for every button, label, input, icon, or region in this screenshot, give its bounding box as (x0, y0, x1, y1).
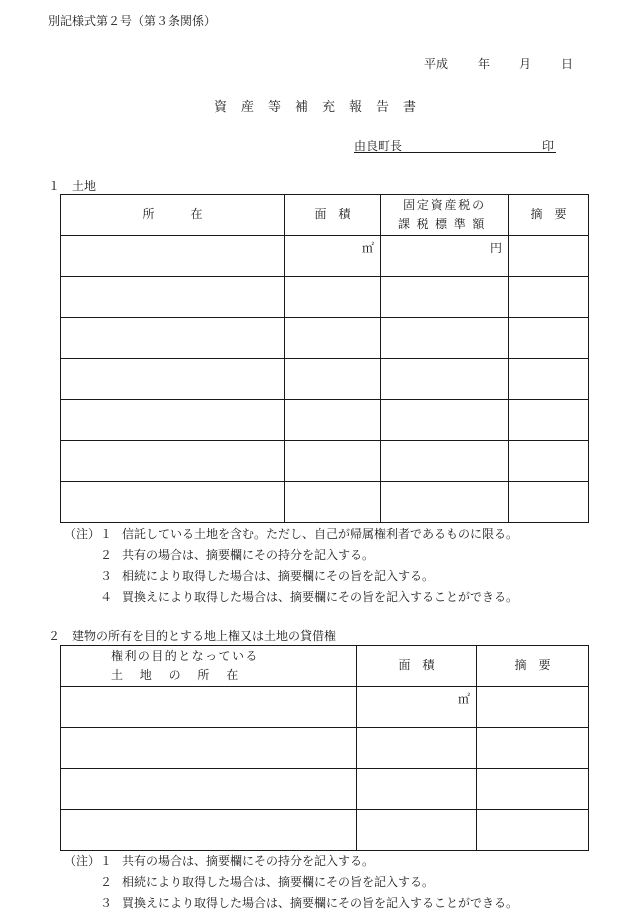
header-remarks: 摘 要 (509, 195, 589, 236)
section2-title: ２ 建物の所有を目的とする地上権又は土地の貸借権 (48, 629, 337, 643)
form-label: 別記様式第２号（第３条関係） (48, 14, 217, 28)
land-table-header (61, 195, 589, 236)
cell-location[interactable] (61, 810, 357, 851)
cell-remarks[interactable] (509, 400, 589, 441)
table-row (61, 728, 589, 769)
table-row (61, 359, 589, 400)
cell-tax-base[interactable] (381, 277, 509, 318)
note-item (64, 545, 518, 566)
header-right-location (61, 646, 357, 687)
section1-title: １ 土地 (48, 179, 97, 193)
section2-notes (64, 851, 518, 914)
header-tax-line1: 固定資産税の (403, 197, 486, 212)
cell-tax-base[interactable] (381, 482, 509, 523)
header-loc-line1: 権利の目的となっている (111, 648, 259, 663)
cell-remarks[interactable] (477, 728, 589, 769)
note-text: 共有の場合は、摘要欄にその持分を記入する。 (122, 548, 375, 562)
cell-remarks[interactable] (509, 318, 589, 359)
cell-location[interactable] (61, 441, 285, 482)
leasehold-table (60, 645, 589, 851)
note-item (64, 587, 518, 608)
table-row (61, 236, 589, 277)
note-text: 相続により取得した場合は、摘要欄にその旨を記入する。 (122, 875, 435, 889)
cell-remarks[interactable] (477, 769, 589, 810)
cell-area[interactable] (285, 318, 381, 359)
note-item (64, 566, 518, 587)
header-tax-line2: 課税標準額 (397, 217, 491, 231)
cell-location[interactable] (61, 236, 285, 277)
leasehold-table-header (61, 646, 589, 687)
table-row (61, 400, 589, 441)
unit-yen: 円 (489, 241, 502, 255)
cell-area[interactable] (357, 728, 477, 769)
cell-location[interactable] (61, 728, 357, 769)
recipient-name: 由良町長 (354, 139, 403, 153)
unit-square-meter: ㎡ (361, 241, 374, 255)
note-prefix: （注） (64, 854, 101, 868)
cell-remarks[interactable] (509, 441, 589, 482)
date-era: 平成 (424, 57, 449, 71)
cell-location[interactable] (61, 359, 285, 400)
header-loc-line2: 土 地 の 所 在 (111, 668, 241, 682)
cell-area[interactable] (357, 769, 477, 810)
note-number: ２ (100, 548, 113, 562)
cell-location[interactable] (61, 400, 285, 441)
note-item (64, 872, 518, 893)
cell-remarks[interactable] (509, 359, 589, 400)
header-area: 面 積 (285, 195, 381, 236)
title-char: 書 (403, 100, 417, 115)
cell-remarks[interactable] (509, 277, 589, 318)
note-number: １ (100, 527, 113, 541)
header-area: 面 積 (357, 646, 477, 687)
note-item (64, 851, 518, 872)
cell-tax-base[interactable] (381, 441, 509, 482)
unit-square-meter: ㎡ (457, 692, 470, 706)
cell-location[interactable] (61, 277, 285, 318)
note-text: 買換えにより取得した場合は、摘要欄にその旨を記入することができる。 (122, 590, 519, 604)
note-item (64, 893, 518, 914)
cell-area[interactable] (285, 277, 381, 318)
cell-area[interactable] (285, 236, 381, 277)
date-month: 月 (519, 57, 532, 71)
cell-remarks[interactable] (509, 236, 589, 277)
cell-tax-base[interactable] (381, 359, 509, 400)
cell-area[interactable] (285, 359, 381, 400)
table-row (61, 687, 589, 728)
note-number: １ (100, 854, 113, 868)
table-row (61, 441, 589, 482)
section1-notes (64, 524, 518, 608)
seal-mark: 印 (541, 139, 554, 153)
title-char: 告 (376, 100, 390, 115)
note-number: ２ (100, 875, 113, 889)
document-title (0, 96, 630, 115)
header-location: 所 在 (61, 195, 285, 236)
note-number: ３ (100, 569, 113, 583)
cell-tax-base[interactable] (381, 318, 509, 359)
cell-location[interactable] (61, 318, 285, 359)
note-text: 共有の場合は、摘要欄にその持分を記入する。 (122, 854, 375, 868)
cell-tax-base[interactable] (381, 236, 509, 277)
header-tax-base (381, 195, 509, 236)
cell-area[interactable] (357, 810, 477, 851)
title-char: 充 (322, 100, 336, 115)
header-remarks: 摘 要 (477, 646, 589, 687)
title-char: 等 (267, 100, 281, 115)
note-prefix: （注） (64, 527, 101, 541)
title-char: 報 (349, 100, 363, 115)
table-row (61, 318, 589, 359)
note-text: 相続により取得した場合は、摘要欄にその旨を記入する。 (122, 569, 435, 583)
note-text: 買換えにより取得した場合は、摘要欄にその旨を記入することができる。 (122, 896, 519, 910)
cell-area[interactable] (357, 687, 477, 728)
title-char: 産 (240, 100, 254, 115)
table-row (61, 277, 589, 318)
date-year: 年 (478, 57, 491, 71)
cell-location[interactable] (61, 687, 357, 728)
cell-location[interactable] (61, 769, 357, 810)
table-row (61, 810, 589, 851)
table-row (61, 769, 589, 810)
cell-tax-base[interactable] (381, 400, 509, 441)
note-number: ４ (100, 590, 113, 604)
note-text: 信託している土地を含む。ただし、自己が帰属権利者であるものに限る。 (122, 527, 519, 541)
date-day: 日 (561, 57, 574, 71)
cell-location[interactable] (61, 482, 285, 523)
title-char: 補 (294, 100, 308, 115)
cell-remarks[interactable] (477, 810, 589, 851)
cell-area[interactable] (285, 400, 381, 441)
recipient-line (354, 137, 556, 153)
table-row (61, 482, 589, 523)
note-number: ３ (100, 896, 113, 910)
land-table (60, 194, 589, 523)
cell-remarks[interactable] (509, 482, 589, 523)
cell-area[interactable] (285, 441, 381, 482)
cell-area[interactable] (285, 482, 381, 523)
title-char: 資 (213, 100, 227, 115)
note-item (64, 524, 518, 545)
cell-remarks[interactable] (477, 687, 589, 728)
